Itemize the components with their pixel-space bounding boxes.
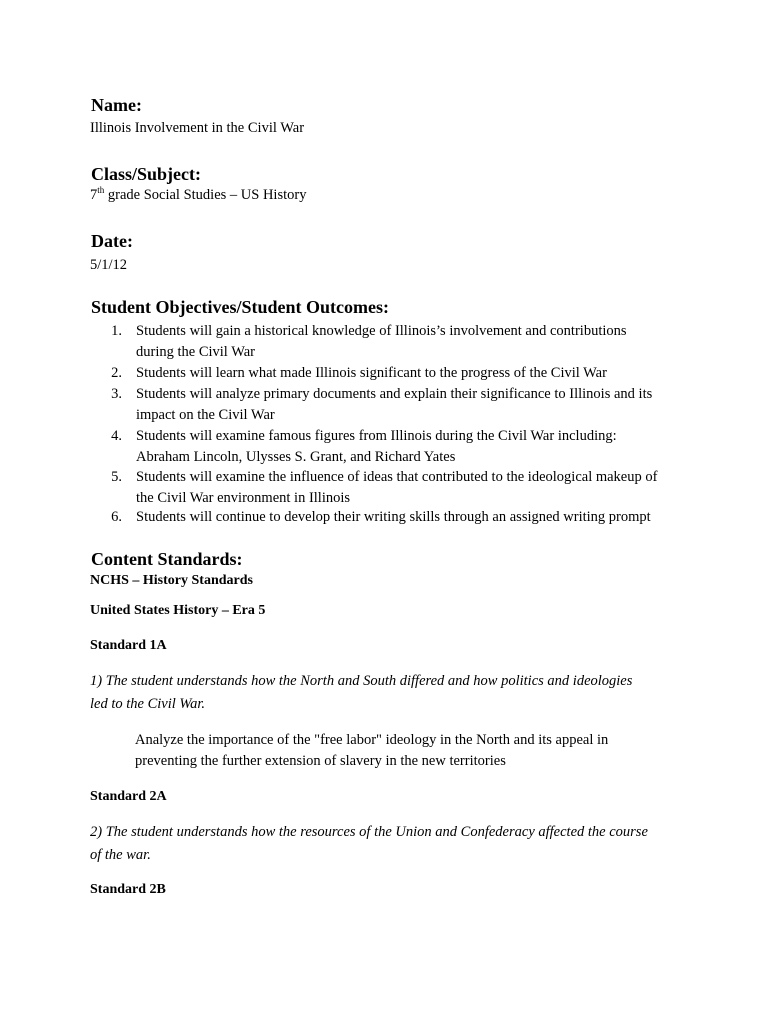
standard-2b-label: Standard 2B — [90, 882, 166, 897]
objective-line: the Civil War environment in Illinois — [136, 490, 351, 506]
standard-1a-label: Standard 1A — [90, 638, 167, 653]
objective-number: 6. — [111, 509, 122, 525]
objective-line: Students will examine the influence of ideas that contributed to the ideological makeup of — [136, 469, 658, 485]
objective-number: 4. — [111, 428, 122, 444]
standards-source: NCHS – History Standards — [90, 573, 253, 588]
standard-2a-statement: of the war. — [90, 847, 151, 863]
name-heading: Name: — [91, 95, 142, 115]
standard-2a-statement: 2) The student understands how the resources of the Union and Confederacy affected the course — [90, 824, 648, 840]
objective-line: Students will examine famous figures from Illinois during the Civil War including: — [136, 428, 617, 444]
standard-2a-label: Standard 2A — [90, 789, 167, 804]
standard-1a-detail: Analyze the importance of the "free labor" ideology in the North and its appeal in — [135, 732, 609, 748]
objective-line: Students will learn what made Illinois significant to the progress of the Civil War — [136, 365, 607, 381]
objective-line: during the Civil War — [136, 344, 255, 360]
objective-line: Abraham Lincoln, Ulysses S. Grant, and Richard Yates — [136, 449, 456, 465]
class-subject-heading: Class/Subject: — [91, 164, 202, 184]
objective-line: Students will analyze primary documents and explain their significance to Illinois and its — [136, 386, 653, 402]
grade-suffix: th — [97, 185, 105, 196]
date-value: 5/1/12 — [90, 257, 128, 273]
standards-era: United States History – Era 5 — [90, 603, 266, 618]
objective-line: Students will continue to develop their writing skills through an assigned writing prompt — [136, 509, 651, 525]
class-subject-rest: grade Social Studies – US History — [104, 187, 307, 203]
objective-number: 5. — [111, 469, 122, 485]
objective-number: 3. — [111, 386, 122, 402]
objective-line: Students will gain a historical knowledge of Illinois’s involvement and contributions — [136, 323, 627, 339]
date-heading: Date: — [91, 231, 133, 251]
objective-number: 1. — [111, 323, 122, 339]
objective-line: impact on the Civil War — [136, 407, 275, 423]
name-value: Illinois Involvement in the Civil War — [90, 120, 305, 136]
objective-number: 2. — [111, 365, 122, 381]
objectives-heading: Student Objectives/Student Outcomes: — [91, 297, 389, 317]
class-subject-value — [90, 187, 306, 204]
standard-1a-statement: led to the Civil War. — [90, 696, 206, 712]
content-standards-heading: Content Standards: — [91, 549, 243, 569]
standard-1a-statement: 1) The student understands how the North and South differed and how politics and ideologies — [90, 673, 633, 689]
standard-1a-detail: preventing the further extension of slavery in the new territories — [135, 753, 506, 769]
grade-number: 7 — [90, 187, 98, 203]
